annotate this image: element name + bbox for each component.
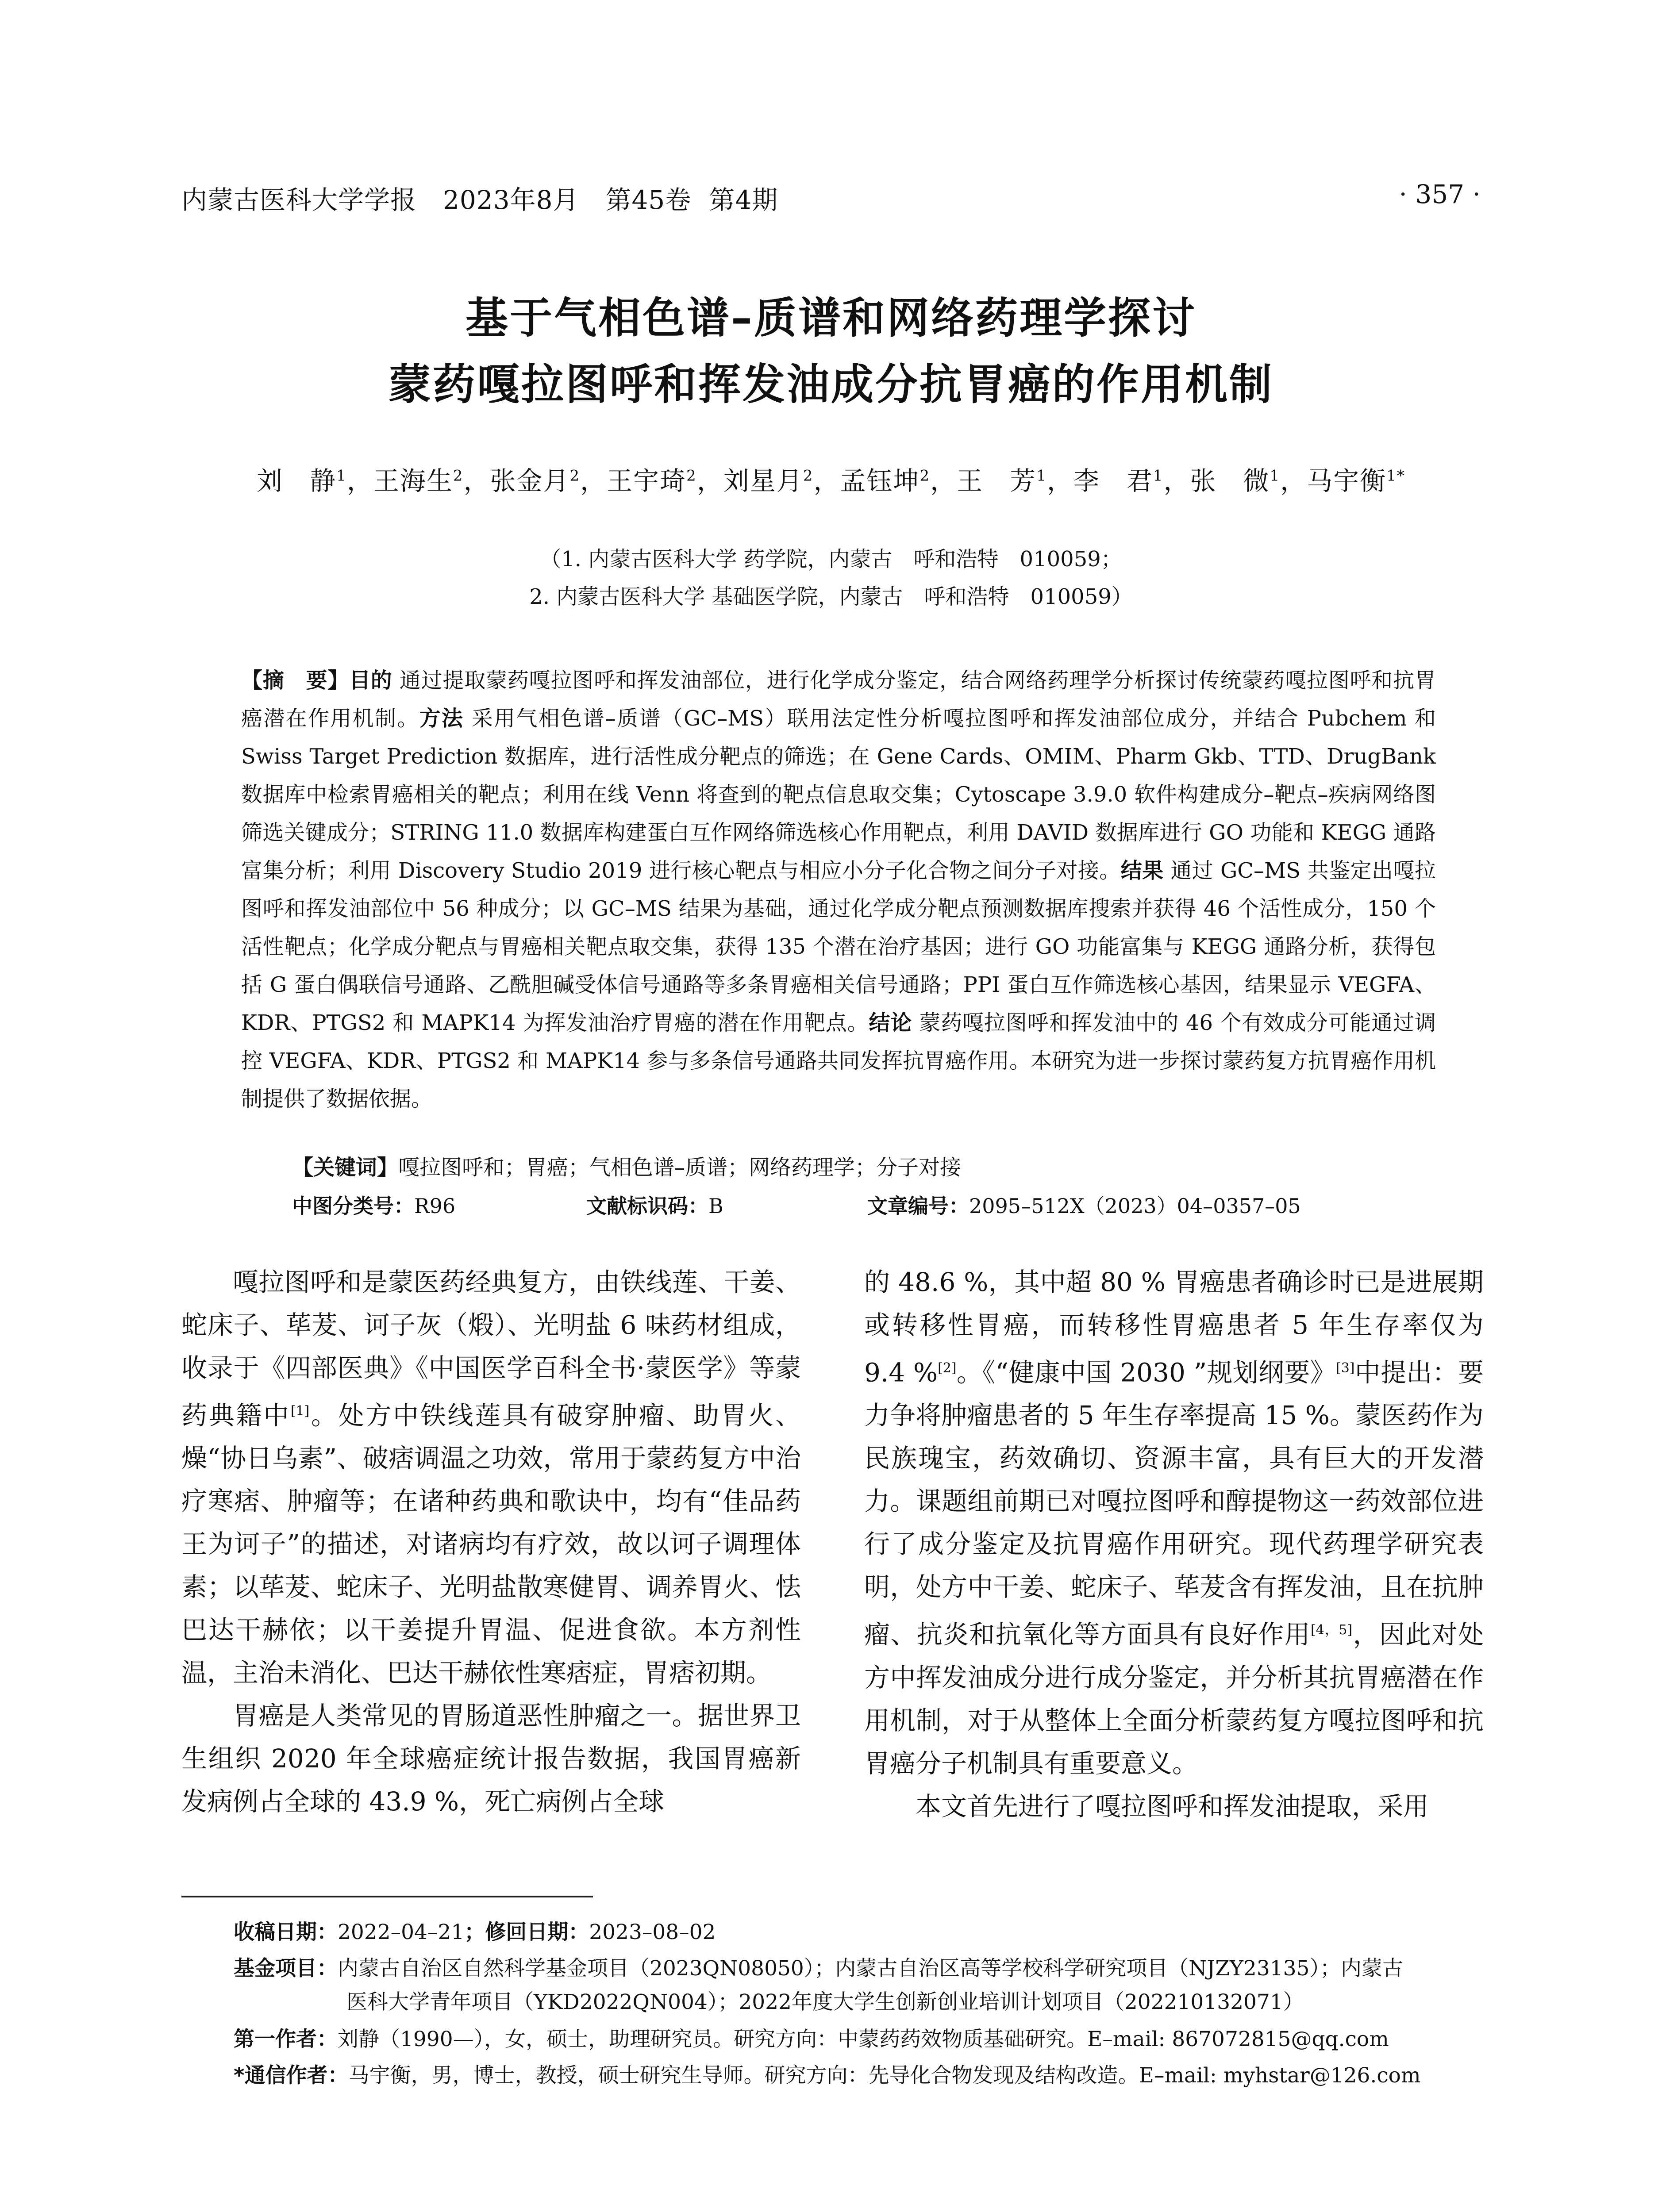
author-affiliation-mark: 1 [1270,467,1281,485]
keywords-label: 【关键词】 [292,1155,399,1180]
first-author-label: 第一作者： [234,2027,338,2051]
author: 张金月 [490,466,570,496]
keywords-text: 嘎拉图呼和；胃癌；气相色谱–质谱；网络药理学；分子对接 [398,1155,962,1180]
author-affiliation-mark: 2 [686,467,697,485]
methods-label: 方法 [419,706,464,731]
paragraph-text: 中提出：要力争将肿瘤患者的 5 年生存率提高 15 %。蒙医药作为民族瑰宝，药效确切、资源丰富，具有巨大的开发潜力。课题组前期已对嘎拉图呼和醇提物这一药效部位进行了成分鉴定及抗胃癌作用研究。现代药理学研究表明，处方中干姜、蛇床子、荜茇含有挥发油，且在抗肿瘤、抗炎和抗氧化等方面具有良好作用 [864,1357,1484,1650]
affiliation-2: 2. 内蒙古医科大学 基础医学院，内蒙古 呼和浩特 010059） [529,584,1133,609]
revised-label: ；修回日期： [464,1920,589,1944]
corresponding-author-text: 马宇衡，男，博士，教授，硕士研究生导师。研究方向：先导化合物发现及结构改造。E–mail: myhstar@126.com [348,2063,1421,2088]
author: 刘 静 [257,466,337,496]
paragraph-text: 的 48.6 %，其中超 80 % 胃癌患者确诊时已是进展期或转移性胃癌，而转移性胃癌患者 5 年生存率仅为 9.4 % [864,1267,1484,1388]
author-list: 刘 静$^1$，王海生$^2$，张金月$^2$，王宇琦$^2$，刘星月$^2$，孟钰坤$^2$，王 芳$^1$，李 君$^1$，张 微$^1$，马宇衡$^{1*}$ [257,466,1405,496]
corresponding-author-note [234,2059,1481,2093]
body-paragraph-3: 本文首先进行了嘎拉图呼和挥发油提取，采用 [916,1791,1429,1821]
results-text: 通过 GC–MS 共鉴定出嘎拉图呼和挥发油部位中 56 种成分；以 GC–MS 结果为基础，通过化学成分靶点预测数据库搜索并获得 46 个活性成分，150 个活性靶点；化学成分靶点与胃癌相关靶点取交集，获得 135 个潜在治疗基因；进行 GO 功能富集与 KEGG 通路分析，获得包括 G 蛋白偶联信号通路、乙酰胆碱受体信号通路等多条胃癌相关信号通路；PPI 蛋白互作筛选核心基因，结果显示 VEGFA、KDR、PTGS2 和 MAPK14 为挥发油治疗胃癌的潜在作用靶点。 [241,858,1436,1035]
body-paragraph-continued [864,1261,1484,1785]
volume: 第45卷 [605,185,692,215]
first-author-text: 刘静（1990—），女，硕士，助理研究员。研究方向：中蒙药药效物质基础研究。E–mail: 867072815@qq.com [338,2027,1389,2051]
author: 王海生 [373,466,453,496]
author-affiliation-mark: 2 [569,467,581,485]
fund-label: 基金项目： [234,1956,338,1981]
first-author-note [234,2023,1481,2056]
author-affiliation-mark: 2 [803,467,814,485]
author-affiliation-mark: 1* [1386,467,1405,485]
clc-number [292,1190,455,1219]
received-value: 2022–04–21 [338,1920,465,1944]
paragraph-text: 。处方中铁线莲具有破穿肿瘤、助胃火、燥“协日乌素”、破痞调温之功效，常用于蒙药复方中治疗寒痞、肿瘤等；在诸种药典和歌诀中，均有“佳品药王为诃子”的描述，对诸病均有疗效，故以诃子调理体素；以荜茇、蛇床子、光明盐散寒健胃、调养胃火、怯巴达干赫依；以干姜提升胃温、促进食欲。本方剂性温，主治未消化、巴达干赫依性寒痞症，胃痞初期。 [181,1400,801,1688]
results-label: 结果 [1120,858,1164,883]
issue: 第4期 [709,185,778,215]
fund-project [234,1952,1481,2019]
author: 王 芳 [957,466,1037,496]
received-date [234,1916,1481,1949]
article-number-label: 文章编号： [867,1194,969,1218]
document-code-value: B [708,1194,723,1218]
document-code [586,1190,723,1219]
author: 王宇琦 [607,466,687,496]
author-affiliation-mark: 2 [919,467,931,485]
author: 马宇衡 [1307,466,1387,496]
revised-value: 2023–08–02 [589,1920,716,1944]
journal-name: 内蒙古医科大学学报 [181,185,417,215]
author: 李 君 [1073,466,1153,496]
objective-label: 目的 [349,668,392,693]
abstract-label: 【摘 要】 [241,668,350,693]
citation: [1] [290,1403,310,1419]
keywords [292,1150,961,1181]
author: 刘星月 [723,466,803,496]
body-right-column [864,1261,1484,1828]
issue-date: 2023年8月 [443,185,579,215]
paragraph-text: ，因此对处方中挥发油成分进行成分鉴定，并分析其抗胃癌潜在作用机制，对于从整体上全面分析蒙药复方嘎拉图呼和抗胃癌分子机制具有重要意义。 [864,1619,1484,1778]
article-title-line-2: 蒙药嘎拉图呼和挥发油成分抗胃癌的作用机制 [389,360,1273,409]
author-affiliation-mark: 1 [336,467,347,485]
corresponding-author-label: *通信作者： [234,2063,349,2088]
citation: [4，5] [1310,1622,1353,1638]
article-number-value: 2095–512X（2023）04–0357–05 [969,1194,1301,1218]
body-left-column [181,1261,801,1823]
received-label: 收稿日期： [234,1920,338,1944]
footnote-divider [181,1896,593,1897]
clc-value: R96 [414,1194,456,1218]
paragraph-text: 嘎拉图呼和是蒙医药经典复方，由铁线莲、干姜、蛇床子、荜茇、诃子灰（煅）、光明盐 6 味药材组成，收录于《四部医典》《中国医学百科全书·蒙医学》等蒙药典籍中 [181,1267,801,1431]
page-number: · 357 · [1399,179,1481,209]
abstract [241,661,1436,1118]
author: 张 微 [1190,466,1270,496]
clc-label: 中图分类号： [292,1194,414,1218]
affiliation-1: （1. 内蒙古医科大学 药学院，内蒙古 呼和浩特 010059； [540,547,1122,572]
body-paragraph-1 [181,1261,801,1694]
methods-text: 采用气相色谱–质谱（GC–MS）联用法定性分析嘎拉图呼和挥发油部位成分，并结合 Pubchem 和 Swiss Target Prediction 数据库，进行活性成分靶点的筛选；在 Gene Cards、OMIM、Pharm Gkb、TTD、DrugBank 数据库中检索胃癌相关的靶点；利用在线 Venn 将查到的靶点信息取交集；Cytoscape 3.9.0 软件构建成分–靶点–疾病网络图筛选关键成分；STRING 11.0 数据库构建蛋白互作网络筛选核心作用靶点，利用 DAVID 数据库进行 GO 功能和 KEGG 通路富集分析；利用 Discovery Studio 2019 进行核心靶点与相应小分子化合物之间分子对接。 [241,706,1436,883]
document-code-label: 文献标识码： [586,1194,708,1218]
article-number [867,1190,1301,1219]
author-affiliation-mark: 1 [1153,467,1164,485]
running-header [181,179,778,216]
fund-text-line-1: 内蒙古自治区自然科学基金项目（2023QN08050）；内蒙古自治区高等学校科学研究项目（NJZY23135）；内蒙古 [338,1956,1403,1981]
author-affiliation-mark: 2 [453,467,464,485]
conclusion-text: 蒙药嘎拉图呼和挥发油中的 46 个有效成分可能通过调控 VEGFA、KDR、PTGS2 和 MAPK14 参与多条信号通路共同发挥抗胃癌作用。本研究为进一步探讨蒙药复方抗胃癌作用机制提供了数据依据。 [241,1010,1436,1111]
objective-text: 通过提取蒙药嘎拉图呼和挥发油部位，进行化学成分鉴定，结合网络药理学分析探讨传统蒙药嘎拉图呼和抗胃癌潜在作用机制。 [241,668,1436,731]
fund-text-line-2: 医科大学青年项目（YKD2022QN004）；2022年度大学生创新创业培训计划项目（202210132071） [346,1990,1304,2014]
citation: [3] [1336,1360,1355,1376]
author: 孟钰坤 [840,466,920,496]
paragraph-text: 。《“健康中国 2030 ”规划纲要》 [956,1357,1336,1388]
body-paragraph-2: 胃癌是人类常见的胃肠道恶性肿瘤之一。据世界卫生组织 2020 年全球癌症统计报告数据，我国胃癌新发病例占全球的 43.9 %，死亡病例占全球 [181,1701,801,1817]
article-title-line-1: 基于气相色谱–质谱和网络药理学探讨 [466,293,1196,343]
author-affiliation-mark: 1 [1036,467,1047,485]
conclusion-label: 结论 [869,1010,912,1035]
citation: [2] [938,1360,957,1376]
